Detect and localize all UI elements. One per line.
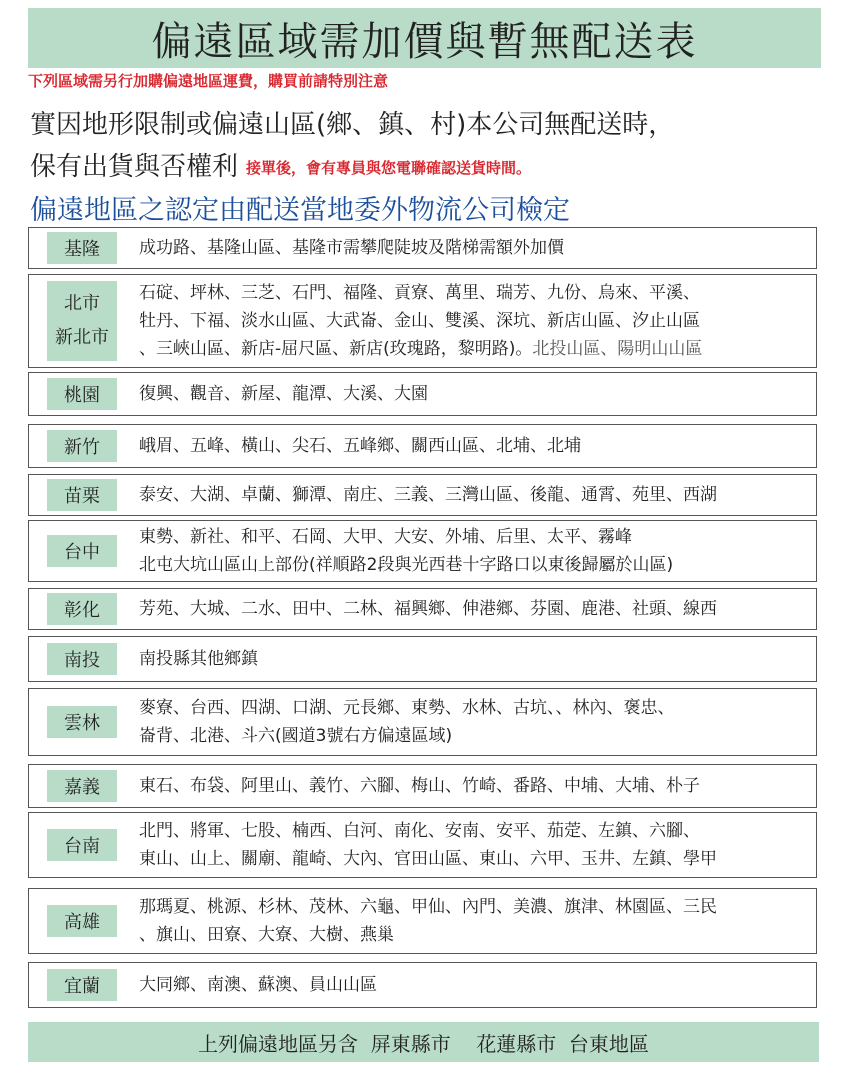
table-row: [28, 636, 817, 682]
area-list: [139, 772, 810, 800]
area-line: 石碇、坪林、三芝、石門、福隆、貢寮、萬里、瑞芳、九份、烏來、平溪、: [139, 283, 700, 303]
area-line: 北門、將軍、七股、楠西、白河、南化、安南、安平、茄萣、左鎮、六腳、: [139, 821, 700, 841]
area-list: [139, 234, 810, 262]
table-row: [28, 274, 817, 368]
area-list: [139, 971, 810, 999]
area-line: 、旗山、田寮、大寮、大樹、燕巢: [139, 925, 394, 945]
table-row: [28, 372, 817, 416]
region-label: 嘉義: [47, 770, 117, 802]
area-list: [139, 645, 810, 673]
table-row: [28, 520, 817, 582]
area-line: 大同鄉、南澳、蘇澳、員山山區: [139, 975, 377, 995]
region-label-taipei: 北市: [64, 293, 100, 314]
area-line: 復興、觀音、新屋、龍潭、大溪、大園: [139, 384, 428, 404]
table-row: [28, 474, 817, 516]
area-list: [139, 893, 810, 949]
region-label: 高雄: [47, 905, 117, 937]
area-list: [139, 279, 810, 363]
region-label-new-taipei: 新北市: [55, 327, 109, 348]
remote-definition-line: 偏遠地區之認定由配送當地委外物流公司檢定: [30, 195, 570, 226]
region-label: 桃園: [47, 378, 117, 410]
area-list: [139, 523, 810, 579]
table-row: [28, 424, 817, 468]
area-line: 那瑪夏、桃源、杉林、茂林、六龜、甲仙、內門、美濃、旗津、林園區、三民: [139, 897, 717, 917]
area-list: [139, 817, 810, 873]
footer-banner: 上列偏遠地區另含 屏東縣市 花蓮縣市 台東地區: [28, 1022, 819, 1062]
region-label: 彰化: [47, 593, 117, 625]
table-row: [28, 888, 817, 954]
area-line: 東石、布袋、阿里山、義竹、六腳、梅山、竹崎、番路、中埔、大埔、朴子: [139, 776, 700, 796]
page-title: 偏遠區域需加價與暫無配送表: [151, 18, 698, 65]
table-row: [28, 688, 817, 756]
region-label: 苗栗: [47, 479, 117, 511]
area-line: 南投縣其他鄉鎮: [139, 649, 258, 669]
region-label: 南投: [47, 643, 117, 675]
area-list: [139, 694, 810, 750]
area-line: 北屯大坑山區山上部份(祥順路2段與光西巷十字路口以東後歸屬於山區): [139, 555, 674, 575]
region-label: 基隆: [47, 232, 117, 264]
area-list: [139, 380, 810, 408]
red-notice: 下列區域需另行加購偏遠地區運費，購買前請特別注意: [28, 72, 389, 90]
region-label: 宜蘭: [47, 969, 117, 1001]
area-line: 牡丹、下福、淡水山區、大武崙、金山、雙溪、深坑、新店山區、汐止山區: [139, 311, 700, 331]
area-line: 成功路、基隆山區、基隆市需攀爬陡坡及階梯需額外加價: [139, 238, 564, 258]
region-label: 新竹: [47, 430, 117, 462]
shipping-right-text: 保有出貨與否權利: [30, 152, 239, 182]
region-label: 台中: [47, 535, 117, 567]
area-line: 東山、山上、關廟、龍崎、大內、官田山區、東山、六甲、玉井、左鎮、學甲: [139, 849, 717, 869]
area-line: [139, 335, 810, 363]
area-list: [139, 432, 810, 460]
area-line: 峨眉、五峰、橫山、尖石、五峰鄉、關西山區、北埔、北埔: [139, 436, 581, 456]
region-label: 台南: [47, 829, 117, 861]
table-row: [28, 962, 817, 1008]
table-row: [28, 588, 817, 630]
region-label: [47, 281, 117, 361]
region-label: 雲林: [47, 706, 117, 738]
area-text-gray: 北投山區、陽明山山區: [532, 339, 703, 359]
contact-notice: 接單後，會有專員與您電聯確認送貨時間。: [246, 159, 532, 177]
area-text: 、三峽山區、新店-屈尺區、新店(玫瑰路，黎明路)。: [139, 339, 533, 359]
area-line: 芳苑、大城、二水、田中、二林、福興鄉、伸港鄉、芬園、鹿港、社頭、線西: [139, 599, 717, 619]
area-list: [139, 595, 810, 623]
table-row: [28, 812, 817, 878]
area-line: 泰安、大湖、卓蘭、獅潭、南庄、三義、三灣山區、後龍、通霄、苑里、西湖: [139, 485, 717, 505]
area-line: 麥寮、台西、四湖、口湖、元長鄉、東勢、水林、古坑、、林內、褒忠、: [139, 698, 675, 718]
table-row: [28, 764, 817, 808]
table-row: [28, 227, 817, 269]
title-banner: [28, 8, 821, 68]
area-line: 東勢、新社、和平、石岡、大甲、大安、外埔、后里、太平、霧峰: [139, 527, 632, 547]
restriction-line: 實因地形限制或偏遠山區(鄉、鎮、村)本公司無配送時，: [30, 110, 675, 140]
shipping-right-line: [30, 146, 531, 183]
area-list: [139, 481, 810, 509]
area-line: 崙背、北港、斗六(國道3號右方偏遠區域): [139, 726, 453, 746]
